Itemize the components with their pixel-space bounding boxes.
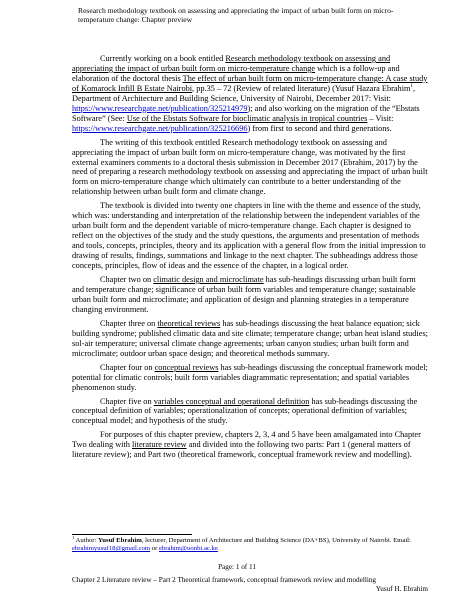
footnote (72, 534, 428, 553)
thesis-title-link[interactable]: The effect of urban built form on micro-temperature change: A case study of Komarock Infill B Estate Nairobi (72, 73, 428, 93)
text-run: ) from first to second and third generations. (247, 123, 392, 133)
text-run: which is a follow-up and elaboration of the doctoral thesis (72, 63, 400, 83)
text-run: has sub-headings discussing the heat balance equation; sick building syndrome; published climatic data and site climate; temperature change; urban heat island studies; sol-air temperature; universal climate change agreements; urban canyon studies; urban built form and microclimate; outdoor urban space design; and theoretical methods summary. (72, 318, 428, 358)
header-line-2: temperature change: Chapter preview (78, 15, 193, 24)
chapter-three-link[interactable]: theoretical reviews (157, 318, 221, 328)
text-run: and divided into the following two parts: Part 1 (general matters of literature review); and Part two (theoretical framework, conceptual framework review and modelling). (72, 440, 412, 460)
text-run: ); and also working on the migration of the “Ebstats Software” (See: (72, 103, 420, 123)
text-run: Chapter two on (100, 275, 154, 285)
text-run: Currently working on a book entitled (100, 54, 226, 63)
document-body (72, 54, 428, 464)
paragraph-chapter-three (72, 319, 428, 359)
running-header (78, 6, 408, 24)
paragraph-preview-note (72, 430, 428, 460)
footnote-divider (72, 534, 192, 535)
paragraph-structure: The textbook is divided into twenty one chapters in line with the theme and essence of the study, which was: understanding and interpretation of the relationship between the independent variables of the urban built form and the dependent variable of micro-temperature change. Each chapter is designed to reflect on the objectives of the study and the study questions, the arguments and presentation of methods and tools, concepts, principles, theory and its application with a general flow from the initial impression to drawing of results, findings, summations and linkage to the next chapter. The subheadings address those concepts, principles, flow of ideas and the essence of the chapter, in a logical order. (72, 201, 426, 271)
paragraph-motivation: The writing of this textbook entitled Research methodology textbook on assessing and appreciating the impact of urban built form on micro-temperature change, was motivated by the first external examiners comments to a doctoral thesis submission in December 2017 (Ebrahim, 2017) by the need of preparing a research methodology textbook on assessing and appreciating the impact of urban built form on micro-temperature change which ultimately can contribute to a better understanding of the relationship between urban built form and climate change. (72, 137, 428, 197)
footer-author: Yusuf H. Ebrahim (375, 584, 428, 593)
paragraph-intro (72, 54, 428, 134)
text-run: has sub-headings discussing urban built form and temperature change; significance of urban built form variables and temperature change; sustainable urban built form and microclimate; and application of design and planning strategies in a temperature changing environment. (72, 275, 416, 314)
text-run: has sub-headings discussing the conceptual definition of variables; operationalization of concepts; operational definition of variables; conceptual model; and hypothesis of the study. (72, 396, 418, 426)
text-run: has sub-headings discussing the conceptual framework model; potential for climatic controls; built form variables diagrammatic representation; and spatial variables phenomenon study. (72, 362, 428, 392)
text-run: For purposes of this chapter preview, chapters 2, 3, 4 and 5 have been amalgamated into Chapter Two dealing with (72, 430, 421, 450)
ebstats-software-link[interactable]: Use of the Ebstats Software for bioclimatic analysis in tropical countries (126, 113, 368, 123)
researchgate-url-1[interactable]: https://www.researchgate.net/publication/325214979 (72, 103, 248, 113)
text-run: Chapter four on (100, 362, 155, 372)
email-link-uonbi[interactable]: ebrahim@uonbi.ac.ke (158, 545, 218, 552)
text-run: or (150, 545, 159, 552)
page-number: Page: 1 of 11 (218, 563, 256, 571)
header-line-1: Research methodology textbook on assessing and appreciating the impact of urban built form on micro- (78, 6, 394, 15)
chapter-two-link[interactable]: climatic design and microclimate (153, 275, 264, 285)
paragraph-chapter-two (72, 275, 428, 315)
text-run: Chapter five on (100, 396, 154, 406)
text-run: – Visit: (367, 113, 394, 123)
text-run: , Department of Architecture and Building Science, University of Nairobi, December 2017: Visit: (72, 83, 416, 103)
text-run: , pp.35 – 72 (Review of related literature) (Yusuf Hazara Ebrahim (192, 83, 411, 93)
paragraph-chapter-four (72, 363, 428, 393)
researchgate-url-2[interactable]: https://www.researchgate.net/publication/325216696 (72, 123, 248, 133)
text-run: , lecturer, Department of Architecture and Building Science (DA+BS), University of Nairobi. Email: (141, 537, 411, 544)
paragraph-chapter-five (72, 397, 428, 427)
footnote-number: 1 (72, 534, 75, 540)
running-footer (72, 576, 428, 593)
chapter-four-link[interactable]: conceptual reviews (154, 362, 219, 372)
author-name: Yusuf Ebrahim (98, 537, 142, 544)
footnote-marker[interactable]: 1 (410, 84, 413, 90)
book-title-link[interactable]: Research methodology textbook on assessing and appreciating the impact of urban built form on micro-temperature change (72, 54, 391, 73)
chapter-five-link[interactable]: variables conceptual and operational definition (153, 396, 310, 406)
text-run: Chapter three on (100, 318, 158, 328)
email-link-gmail[interactable]: ebrahimyusuf18@gmail.com (72, 545, 151, 552)
footer-line-1: Chapter 2 Literature review – Part 2 Theoretical framework, conceptual framework review and modelling (72, 576, 377, 584)
literature-review-link[interactable]: literature review (132, 440, 187, 450)
text-run: Author: (74, 537, 99, 544)
